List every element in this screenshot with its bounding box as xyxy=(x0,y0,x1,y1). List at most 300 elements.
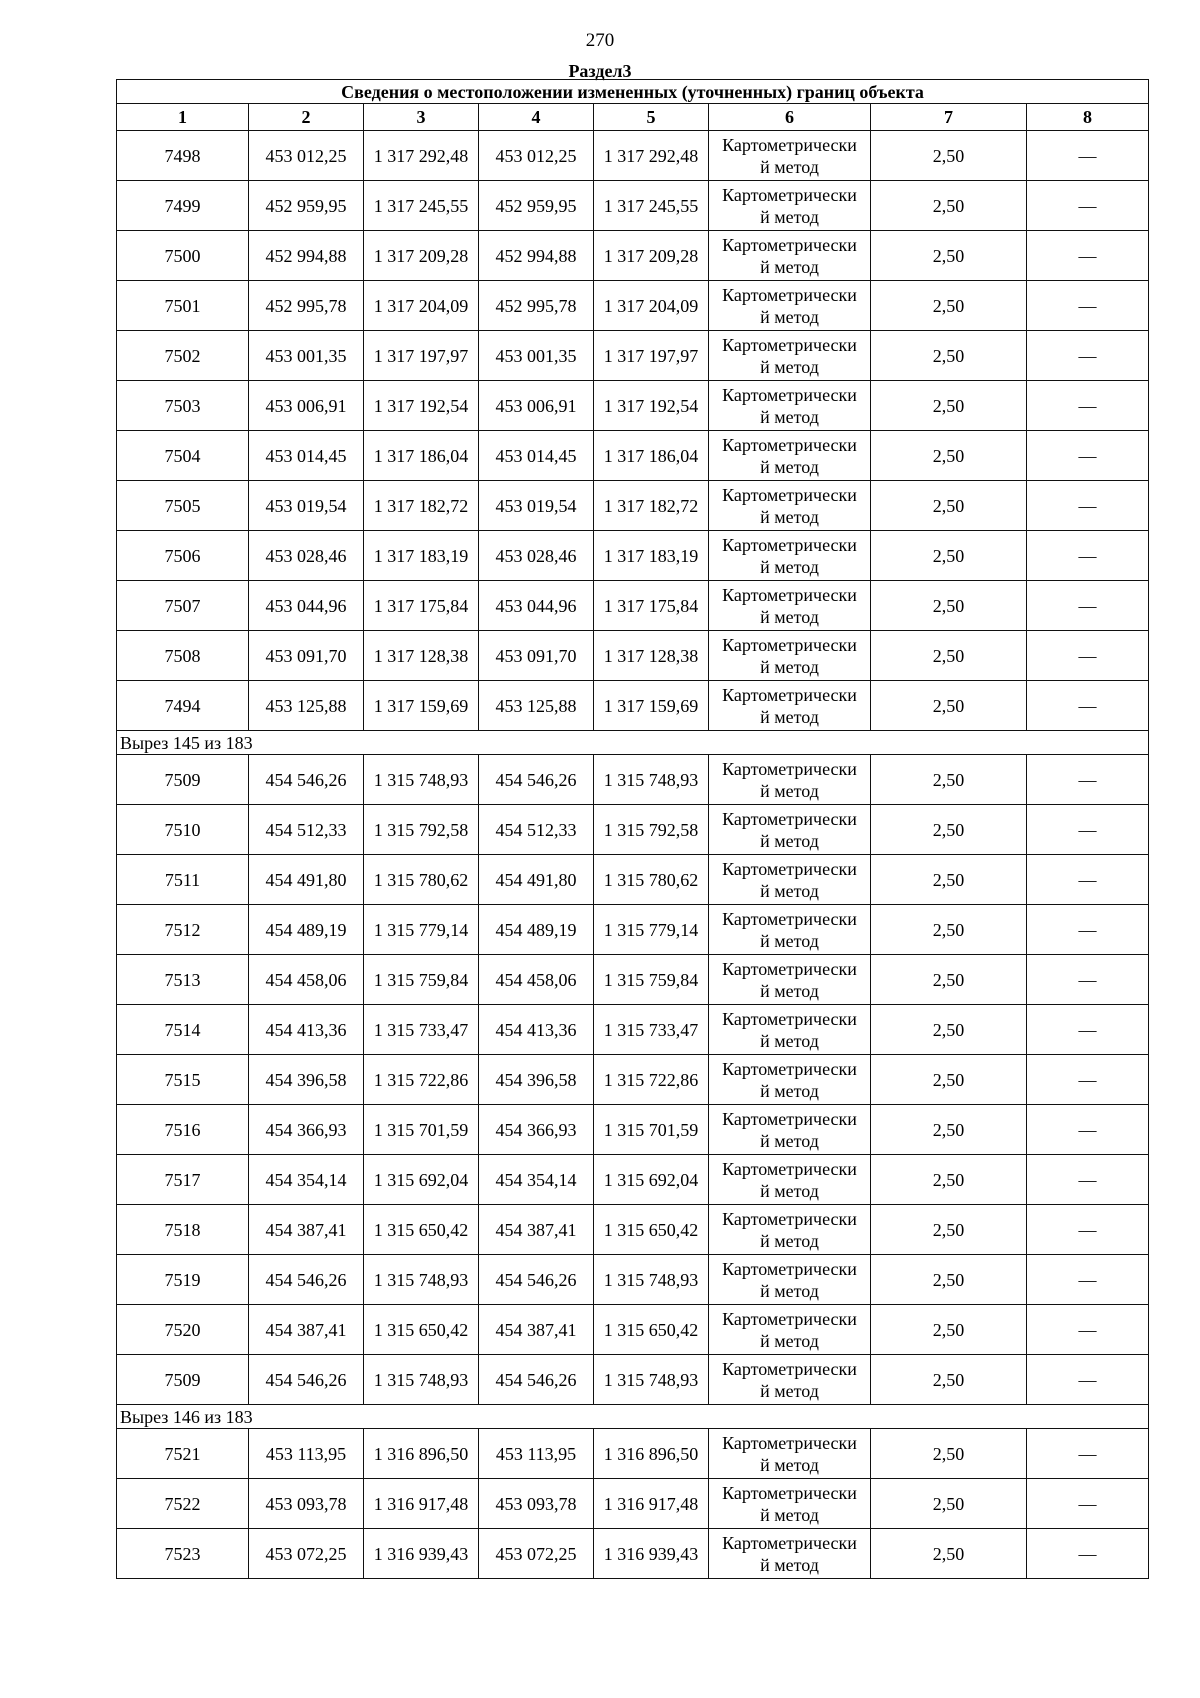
x-refined-cell: 454 458,06 xyxy=(479,955,594,1005)
x-refined-cell: 454 546,26 xyxy=(479,1355,594,1405)
y-refined-cell: 1 315 748,93 xyxy=(594,1255,709,1305)
accuracy-cell: 2,50 xyxy=(871,755,1027,805)
method-line-2: й метод xyxy=(760,1454,819,1475)
point-number-cell: 7514 xyxy=(117,1005,249,1055)
y-existing-cell: 1 315 722,86 xyxy=(364,1055,479,1105)
method-cell xyxy=(709,1429,871,1479)
y-refined-cell: 1 315 792,58 xyxy=(594,805,709,855)
accuracy-cell: 2,50 xyxy=(871,905,1027,955)
table-caption: Сведения о местоположении измененных (уточненных) границ объекта xyxy=(117,80,1149,104)
description-cell: — xyxy=(1027,1205,1149,1255)
table-row xyxy=(117,1005,1149,1055)
point-number-cell: 7509 xyxy=(117,755,249,805)
accuracy-cell: 2,50 xyxy=(871,1055,1027,1105)
y-refined-cell: 1 316 896,50 xyxy=(594,1429,709,1479)
method-line-1: Картометрически xyxy=(722,1008,857,1029)
point-number-cell: 7505 xyxy=(117,481,249,531)
x-refined-cell: 454 413,36 xyxy=(479,1005,594,1055)
method-line-2: й метод xyxy=(760,1130,819,1151)
x-existing-cell: 454 413,36 xyxy=(249,1005,364,1055)
y-existing-cell: 1 317 182,72 xyxy=(364,481,479,531)
method-line-2: й метод xyxy=(760,156,819,177)
x-existing-cell: 454 512,33 xyxy=(249,805,364,855)
method-line-2: й метод xyxy=(760,1080,819,1101)
page-number: 270 xyxy=(585,30,615,51)
method-line-1: Картометрически xyxy=(722,284,857,305)
x-refined-cell: 452 994,88 xyxy=(479,231,594,281)
point-number-cell: 7494 xyxy=(117,681,249,731)
accuracy-cell: 2,50 xyxy=(871,1255,1027,1305)
description-cell: — xyxy=(1027,905,1149,955)
point-number-cell: 7522 xyxy=(117,1479,249,1529)
point-number-cell: 7523 xyxy=(117,1529,249,1579)
accuracy-cell: 2,50 xyxy=(871,1479,1027,1529)
y-existing-cell: 1 317 128,38 xyxy=(364,631,479,681)
table-row xyxy=(117,1105,1149,1155)
method-cell xyxy=(709,1355,871,1405)
method-cell xyxy=(709,1529,871,1579)
table-row xyxy=(117,131,1149,181)
point-number-cell: 7520 xyxy=(117,1305,249,1355)
description-cell: — xyxy=(1027,331,1149,381)
y-refined-cell: 1 317 292,48 xyxy=(594,131,709,181)
table-row xyxy=(117,331,1149,381)
method-line-2: й метод xyxy=(760,656,819,677)
y-refined-cell: 1 317 128,38 xyxy=(594,631,709,681)
column-number: 4 xyxy=(479,104,594,131)
point-number-cell: 7503 xyxy=(117,381,249,431)
method-line-1: Картометрически xyxy=(722,434,857,455)
column-number: 7 xyxy=(871,104,1027,131)
method-line-1: Картометрически xyxy=(722,1108,857,1129)
method-line-2: й метод xyxy=(760,356,819,377)
method-line-2: й метод xyxy=(760,1554,819,1575)
method-line-1: Картометрически xyxy=(722,908,857,929)
y-existing-cell: 1 317 186,04 xyxy=(364,431,479,481)
y-existing-cell: 1 315 780,62 xyxy=(364,855,479,905)
table-row xyxy=(117,1355,1149,1405)
method-line-2: й метод xyxy=(760,780,819,801)
description-cell: — xyxy=(1027,481,1149,531)
x-existing-cell: 453 028,46 xyxy=(249,531,364,581)
method-line-1: Картометрически xyxy=(722,1432,857,1453)
x-existing-cell: 453 091,70 xyxy=(249,631,364,681)
table-row xyxy=(117,181,1149,231)
y-existing-cell: 1 317 183,19 xyxy=(364,531,479,581)
method-line-2: й метод xyxy=(760,1280,819,1301)
y-refined-cell: 1 317 197,97 xyxy=(594,331,709,381)
accuracy-cell: 2,50 xyxy=(871,631,1027,681)
x-existing-cell: 454 387,41 xyxy=(249,1305,364,1355)
x-existing-cell: 453 093,78 xyxy=(249,1479,364,1529)
column-number: 3 xyxy=(364,104,479,131)
method-line-2: й метод xyxy=(760,256,819,277)
y-refined-cell: 1 317 175,84 xyxy=(594,581,709,631)
method-line-2: й метод xyxy=(760,456,819,477)
x-refined-cell: 454 396,58 xyxy=(479,1055,594,1105)
point-number-cell: 7508 xyxy=(117,631,249,681)
method-cell xyxy=(709,631,871,681)
x-refined-cell: 453 113,95 xyxy=(479,1429,594,1479)
x-existing-cell: 454 546,26 xyxy=(249,1255,364,1305)
point-number-cell: 7517 xyxy=(117,1155,249,1205)
x-refined-cell: 454 366,93 xyxy=(479,1105,594,1155)
description-cell: — xyxy=(1027,581,1149,631)
y-refined-cell: 1 317 204,09 xyxy=(594,281,709,331)
method-cell xyxy=(709,481,871,531)
description-cell: — xyxy=(1027,1155,1149,1205)
point-number-cell: 7518 xyxy=(117,1205,249,1255)
x-existing-cell: 452 995,78 xyxy=(249,281,364,331)
method-cell xyxy=(709,1479,871,1529)
description-cell: — xyxy=(1027,1479,1149,1529)
method-cell xyxy=(709,805,871,855)
y-existing-cell: 1 315 650,42 xyxy=(364,1205,479,1255)
x-refined-cell: 453 091,70 xyxy=(479,631,594,681)
y-refined-cell: 1 317 192,54 xyxy=(594,381,709,431)
y-existing-cell: 1 317 197,97 xyxy=(364,331,479,381)
point-number-cell: 7504 xyxy=(117,431,249,481)
method-line-1: Картометрически xyxy=(722,234,857,255)
description-cell: — xyxy=(1027,1429,1149,1479)
table-row xyxy=(117,1479,1149,1529)
point-number-cell: 7509 xyxy=(117,1355,249,1405)
description-cell: — xyxy=(1027,631,1149,681)
description-cell: — xyxy=(1027,1255,1149,1305)
y-refined-cell: 1 317 159,69 xyxy=(594,681,709,731)
column-number: 8 xyxy=(1027,104,1149,131)
description-cell: — xyxy=(1027,681,1149,731)
x-refined-cell: 454 387,41 xyxy=(479,1305,594,1355)
description-cell: — xyxy=(1027,281,1149,331)
description-cell: — xyxy=(1027,1355,1149,1405)
method-line-1: Картометрически xyxy=(722,1308,857,1329)
description-cell: — xyxy=(1027,381,1149,431)
x-existing-cell: 453 125,88 xyxy=(249,681,364,731)
method-cell xyxy=(709,855,871,905)
method-line-2: й метод xyxy=(760,206,819,227)
accuracy-cell: 2,50 xyxy=(871,431,1027,481)
method-line-2: й метод xyxy=(760,506,819,527)
method-line-2: й метод xyxy=(760,1180,819,1201)
table-row xyxy=(117,631,1149,681)
y-existing-cell: 1 315 733,47 xyxy=(364,1005,479,1055)
y-refined-cell: 1 315 692,04 xyxy=(594,1155,709,1205)
method-cell xyxy=(709,331,871,381)
point-number-cell: 7521 xyxy=(117,1429,249,1479)
point-number-cell: 7506 xyxy=(117,531,249,581)
accuracy-cell: 2,50 xyxy=(871,1429,1027,1479)
accuracy-cell: 2,50 xyxy=(871,1155,1027,1205)
table-row xyxy=(117,855,1149,905)
method-line-1: Картометрически xyxy=(722,534,857,555)
table-row xyxy=(117,231,1149,281)
method-cell xyxy=(709,1155,871,1205)
method-cell xyxy=(709,431,871,481)
y-existing-cell: 1 315 748,93 xyxy=(364,1355,479,1405)
y-refined-cell: 1 315 733,47 xyxy=(594,1005,709,1055)
table-row xyxy=(117,481,1149,531)
method-line-2: й метод xyxy=(760,930,819,951)
point-number-cell: 7513 xyxy=(117,955,249,1005)
method-line-2: й метод xyxy=(760,406,819,427)
description-cell: — xyxy=(1027,855,1149,905)
y-existing-cell: 1 315 779,14 xyxy=(364,905,479,955)
accuracy-cell: 2,50 xyxy=(871,531,1027,581)
x-refined-cell: 454 491,80 xyxy=(479,855,594,905)
y-existing-cell: 1 316 896,50 xyxy=(364,1429,479,1479)
method-line-2: й метод xyxy=(760,1230,819,1251)
method-line-2: й метод xyxy=(760,880,819,901)
x-refined-cell: 453 001,35 xyxy=(479,331,594,381)
y-existing-cell: 1 317 204,09 xyxy=(364,281,479,331)
method-line-1: Картометрически xyxy=(722,684,857,705)
point-number-cell: 7500 xyxy=(117,231,249,281)
y-refined-cell: 1 316 917,48 xyxy=(594,1479,709,1529)
cut-label-row xyxy=(117,1405,1149,1429)
y-refined-cell: 1 315 722,86 xyxy=(594,1055,709,1105)
method-cell xyxy=(709,681,871,731)
method-cell xyxy=(709,1005,871,1055)
table-row xyxy=(117,955,1149,1005)
x-refined-cell: 452 959,95 xyxy=(479,181,594,231)
y-existing-cell: 1 317 209,28 xyxy=(364,231,479,281)
method-cell xyxy=(709,281,871,331)
method-line-1: Картометрически xyxy=(722,1258,857,1279)
accuracy-cell: 2,50 xyxy=(871,1355,1027,1405)
method-line-1: Картометрически xyxy=(722,808,857,829)
y-refined-cell: 1 317 182,72 xyxy=(594,481,709,531)
method-line-2: й метод xyxy=(760,1380,819,1401)
method-cell xyxy=(709,1055,871,1105)
accuracy-cell: 2,50 xyxy=(871,281,1027,331)
method-line-1: Картометрически xyxy=(722,484,857,505)
x-refined-cell: 453 019,54 xyxy=(479,481,594,531)
method-line-1: Картометрически xyxy=(722,334,857,355)
x-existing-cell: 454 387,41 xyxy=(249,1205,364,1255)
method-cell xyxy=(709,381,871,431)
y-refined-cell: 1 317 186,04 xyxy=(594,431,709,481)
description-cell: — xyxy=(1027,955,1149,1005)
y-refined-cell: 1 315 650,42 xyxy=(594,1205,709,1255)
x-refined-cell: 454 489,19 xyxy=(479,905,594,955)
description-cell: — xyxy=(1027,1105,1149,1155)
column-number: 6 xyxy=(709,104,871,131)
y-refined-cell: 1 315 701,59 xyxy=(594,1105,709,1155)
table-row xyxy=(117,681,1149,731)
description-cell: — xyxy=(1027,231,1149,281)
cut-label: Вырез 145 из 183 xyxy=(117,731,1149,755)
description-cell: — xyxy=(1027,1305,1149,1355)
x-refined-cell: 453 028,46 xyxy=(479,531,594,581)
description-cell: — xyxy=(1027,531,1149,581)
table-row xyxy=(117,431,1149,481)
cut-label: Вырез 146 из 183 xyxy=(117,1405,1149,1429)
description-cell: — xyxy=(1027,1529,1149,1579)
x-existing-cell: 453 113,95 xyxy=(249,1429,364,1479)
table-row xyxy=(117,1429,1149,1479)
method-line-1: Картометрически xyxy=(722,858,857,879)
point-number-cell: 7511 xyxy=(117,855,249,905)
x-refined-cell: 453 014,45 xyxy=(479,431,594,481)
accuracy-cell: 2,50 xyxy=(871,1005,1027,1055)
method-line-1: Картометрически xyxy=(722,958,857,979)
boundary-table xyxy=(116,79,1149,1579)
method-line-1: Картометрически xyxy=(722,634,857,655)
x-existing-cell: 454 354,14 xyxy=(249,1155,364,1205)
column-number-row xyxy=(117,104,1149,131)
y-existing-cell: 1 315 701,59 xyxy=(364,1105,479,1155)
method-cell xyxy=(709,1305,871,1355)
point-number-cell: 7499 xyxy=(117,181,249,231)
y-refined-cell: 1 315 779,14 xyxy=(594,905,709,955)
accuracy-cell: 2,50 xyxy=(871,1105,1027,1155)
point-number-cell: 7515 xyxy=(117,1055,249,1105)
accuracy-cell: 2,50 xyxy=(871,581,1027,631)
x-existing-cell: 453 014,45 xyxy=(249,431,364,481)
method-cell xyxy=(709,181,871,231)
y-refined-cell: 1 317 183,19 xyxy=(594,531,709,581)
method-cell xyxy=(709,1255,871,1305)
y-existing-cell: 1 315 748,93 xyxy=(364,755,479,805)
accuracy-cell: 2,50 xyxy=(871,131,1027,181)
method-cell xyxy=(709,1205,871,1255)
column-number: 2 xyxy=(249,104,364,131)
method-cell xyxy=(709,905,871,955)
accuracy-cell: 2,50 xyxy=(871,1305,1027,1355)
method-line-2: й метод xyxy=(760,1504,819,1525)
method-line-1: Картометрически xyxy=(722,1158,857,1179)
description-cell: — xyxy=(1027,755,1149,805)
method-line-2: й метод xyxy=(760,1330,819,1351)
x-refined-cell: 453 012,25 xyxy=(479,131,594,181)
y-refined-cell: 1 315 780,62 xyxy=(594,855,709,905)
y-existing-cell: 1 317 292,48 xyxy=(364,131,479,181)
point-number-cell: 7510 xyxy=(117,805,249,855)
method-line-1: Картометрически xyxy=(722,184,857,205)
y-existing-cell: 1 317 175,84 xyxy=(364,581,479,631)
table-row xyxy=(117,1255,1149,1305)
description-cell: — xyxy=(1027,431,1149,481)
table-row xyxy=(117,531,1149,581)
description-cell: — xyxy=(1027,131,1149,181)
x-existing-cell: 454 366,93 xyxy=(249,1105,364,1155)
x-existing-cell: 454 489,19 xyxy=(249,905,364,955)
accuracy-cell: 2,50 xyxy=(871,1529,1027,1579)
table-row xyxy=(117,1205,1149,1255)
method-cell xyxy=(709,755,871,805)
x-existing-cell: 454 546,26 xyxy=(249,1355,364,1405)
x-existing-cell: 453 001,35 xyxy=(249,331,364,381)
point-number-cell: 7519 xyxy=(117,1255,249,1305)
method-line-1: Картометрически xyxy=(722,1532,857,1553)
method-line-2: й метод xyxy=(760,980,819,1001)
method-cell xyxy=(709,131,871,181)
method-line-2: й метод xyxy=(760,556,819,577)
point-number-cell: 7516 xyxy=(117,1105,249,1155)
y-refined-cell: 1 315 748,93 xyxy=(594,1355,709,1405)
accuracy-cell: 2,50 xyxy=(871,181,1027,231)
method-line-1: Картометрически xyxy=(722,584,857,605)
table-row xyxy=(117,1529,1149,1579)
x-refined-cell: 454 512,33 xyxy=(479,805,594,855)
method-line-1: Картометрически xyxy=(722,1482,857,1503)
point-number-cell: 7498 xyxy=(117,131,249,181)
method-cell xyxy=(709,1105,871,1155)
cut-label-row xyxy=(117,731,1149,755)
y-existing-cell: 1 317 245,55 xyxy=(364,181,479,231)
y-existing-cell: 1 317 192,54 xyxy=(364,381,479,431)
method-line-2: й метод xyxy=(760,306,819,327)
x-refined-cell: 453 093,78 xyxy=(479,1479,594,1529)
y-refined-cell: 1 315 650,42 xyxy=(594,1305,709,1355)
x-refined-cell: 454 546,26 xyxy=(479,755,594,805)
method-line-2: й метод xyxy=(760,706,819,727)
accuracy-cell: 2,50 xyxy=(871,681,1027,731)
x-refined-cell: 454 354,14 xyxy=(479,1155,594,1205)
description-cell: — xyxy=(1027,181,1149,231)
y-refined-cell: 1 317 245,55 xyxy=(594,181,709,231)
y-existing-cell: 1 316 939,43 xyxy=(364,1529,479,1579)
method-line-2: й метод xyxy=(760,1030,819,1051)
y-existing-cell: 1 315 650,42 xyxy=(364,1305,479,1355)
description-cell: — xyxy=(1027,1005,1149,1055)
x-refined-cell: 454 387,41 xyxy=(479,1205,594,1255)
table-caption-row xyxy=(117,80,1149,104)
x-existing-cell: 452 994,88 xyxy=(249,231,364,281)
y-refined-cell: 1 315 759,84 xyxy=(594,955,709,1005)
accuracy-cell: 2,50 xyxy=(871,855,1027,905)
method-line-1: Картометрически xyxy=(722,1358,857,1379)
method-cell xyxy=(709,531,871,581)
accuracy-cell: 2,50 xyxy=(871,1205,1027,1255)
table-row xyxy=(117,281,1149,331)
method-line-1: Картометрически xyxy=(722,1058,857,1079)
table-row xyxy=(117,1155,1149,1205)
method-cell xyxy=(709,955,871,1005)
method-line-2: й метод xyxy=(760,830,819,851)
table-row xyxy=(117,1305,1149,1355)
x-refined-cell: 453 044,96 xyxy=(479,581,594,631)
table-row xyxy=(117,381,1149,431)
table-row xyxy=(117,805,1149,855)
column-number: 1 xyxy=(117,104,249,131)
method-line-1: Картометрически xyxy=(722,758,857,779)
method-line-1: Картометрически xyxy=(722,384,857,405)
y-existing-cell: 1 315 792,58 xyxy=(364,805,479,855)
x-refined-cell: 452 995,78 xyxy=(479,281,594,331)
x-existing-cell: 453 072,25 xyxy=(249,1529,364,1579)
y-existing-cell: 1 315 748,93 xyxy=(364,1255,479,1305)
point-number-cell: 7501 xyxy=(117,281,249,331)
accuracy-cell: 2,50 xyxy=(871,381,1027,431)
x-refined-cell: 453 072,25 xyxy=(479,1529,594,1579)
description-cell: — xyxy=(1027,805,1149,855)
y-existing-cell: 1 316 917,48 xyxy=(364,1479,479,1529)
x-existing-cell: 452 959,95 xyxy=(249,181,364,231)
y-refined-cell: 1 315 748,93 xyxy=(594,755,709,805)
y-refined-cell: 1 317 209,28 xyxy=(594,231,709,281)
accuracy-cell: 2,50 xyxy=(871,231,1027,281)
accuracy-cell: 2,50 xyxy=(871,805,1027,855)
x-existing-cell: 454 491,80 xyxy=(249,855,364,905)
x-existing-cell: 454 458,06 xyxy=(249,955,364,1005)
method-line-2: й метод xyxy=(760,606,819,627)
table-row xyxy=(117,581,1149,631)
column-number: 5 xyxy=(594,104,709,131)
x-existing-cell: 453 006,91 xyxy=(249,381,364,431)
method-cell xyxy=(709,581,871,631)
